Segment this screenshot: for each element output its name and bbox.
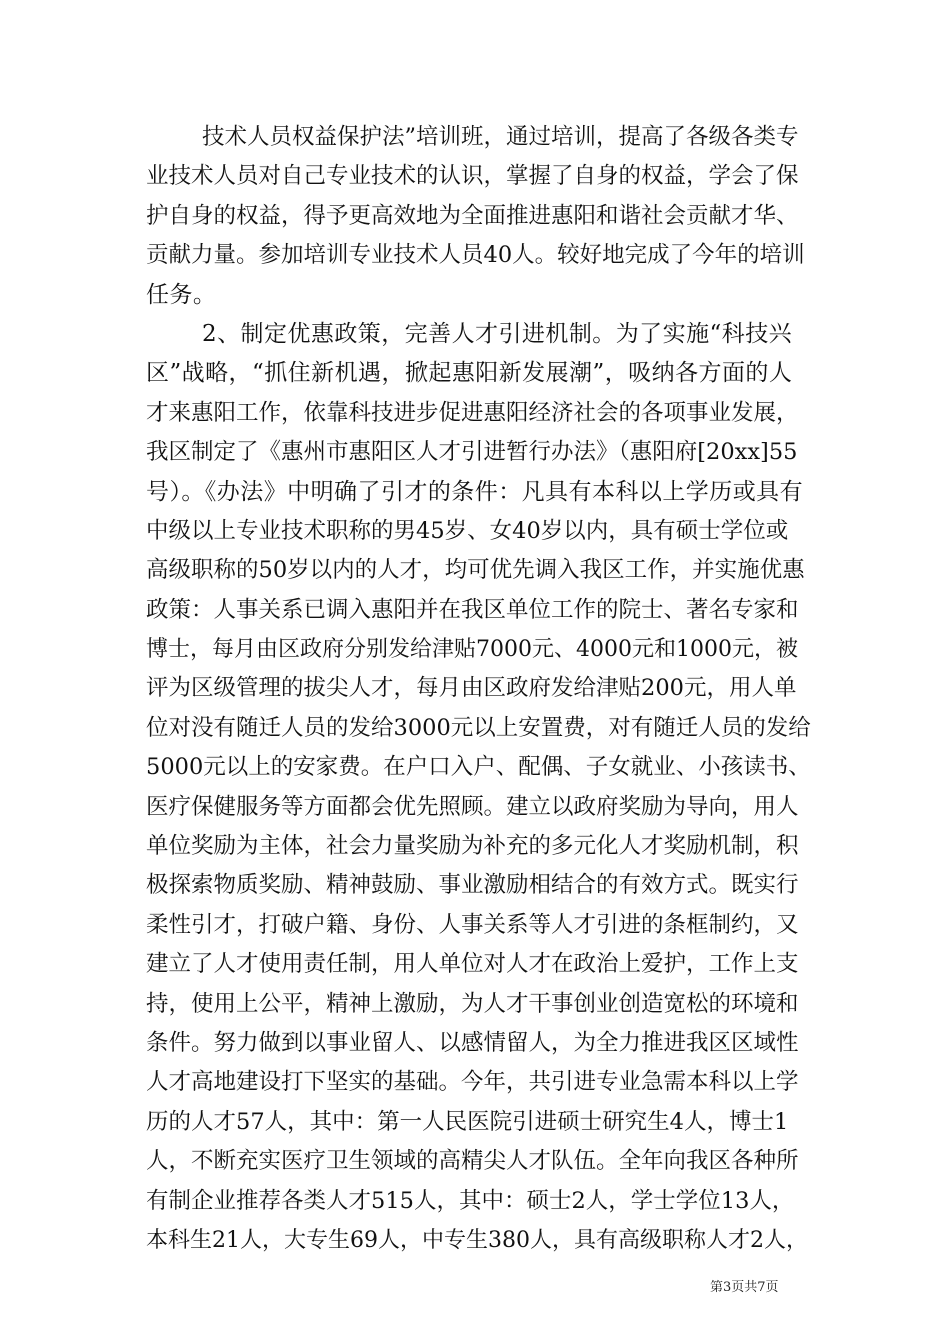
text-line: 才来惠阳工作，依靠科技进步促进惠阳经济社会的各项事业发展， (146, 399, 799, 426)
text-line: 业技术人员对自己专业技术的认识，掌握了自身的权益，学会了保 (146, 163, 799, 190)
text-line: 政策：人事关系已调入惠阳并在我区单位工作的院士、著名专家和 (146, 596, 799, 623)
text-line: 人，不断充实医疗卫生领域的高精尖人才队伍。全年向我区各种所 (146, 1148, 799, 1175)
text-line: 博士，每月由区政府分别发给津贴7000元、4000元和1000元，被 (146, 637, 798, 663)
text-line: 贡献力量。参加培训专业技术人员40人。较好地完成了今年的培训 (146, 242, 805, 269)
text-line: 医疗保健服务等方面都会优先照顾。建立以政府奖励为导向，用人 (146, 793, 799, 820)
text-line: 高级职称的50岁以内的人才，均可优先调入我区工作，并实施优惠 (146, 557, 805, 584)
text-line: 人才高地建设打下坚实的基础。今年，共引进专业急需本科以上学 (146, 1069, 799, 1096)
text-line: 护自身的权益，得予更高效地为全面推进惠阳和谐社会贡献才华、 (146, 202, 799, 229)
text-line: 位对没有随迁人员的发给3000元以上安置费，对有随迁人员的发给 (146, 714, 811, 741)
text-line: 历的人才57人，其中：第一人民医院引进硕士研究生4人，博士1 (146, 1108, 789, 1135)
body-text (146, 118, 810, 1260)
text-line: 建立了人才使用责任制，用人单位对人才在政治上爱护，工作上支 (146, 951, 799, 978)
text-line: 号）。《办法》中明确了引才的条件：凡具有本科以上学历或具有 (146, 478, 804, 505)
text-line: 5000元以上的安家费。在户口入户、配偶、子女就业、小孩读书、 (146, 754, 811, 781)
text-line: 本科生21人，大专生69人，中专生380人，具有高级职称人才2人， (146, 1227, 808, 1253)
text-line: 技术人员权益保护法”培训班，通过培训，提高了各级各类专 (202, 124, 799, 150)
text-line: 有制企业推荐各类人才515人，其中：硕士2人，学士学位13人， (146, 1187, 795, 1214)
text-line: 2、制定优惠政策，完善人才引进机制。为了实施“科技兴 (202, 320, 793, 347)
text-line: 我区制定了《惠州市惠阳区人才引进暂行办法》（惠阳府[20xx]55 (146, 439, 798, 466)
text-line: 评为区级管理的拔尖人才，每月由区政府发给津贴200元，用人单 (146, 675, 797, 702)
text-line: 条件。努力做到以事业留人、以感情留人，为全力推进我区区域性 (146, 1029, 799, 1056)
text-line: 柔性引才，打破户籍、身份、人事关系等人才引进的条框制约，又 (146, 911, 799, 938)
text-line: 任务。 (146, 281, 217, 308)
text-line: 持，使用上公平，精神上激励，为人才干事创业创造宽松的环境和 (146, 990, 799, 1017)
text-line: 极探索物质奖励、精神鼓励、事业激励相结合的有效方式。既实行 (146, 872, 799, 899)
text-line: 中级以上专业技术职称的男45岁、女40岁以内，具有硕士学位或 (146, 517, 789, 544)
text-line: 单位奖励为主体，社会力量奖励为补充的多元化人才奖励机制，积 (146, 833, 799, 860)
text-line: 区”战略，“抓住新机遇，掀起惠阳新发展潮”，吸纳各方面的人 (146, 360, 793, 387)
page-number-footer: 第3页共7页 (710, 1280, 779, 1295)
